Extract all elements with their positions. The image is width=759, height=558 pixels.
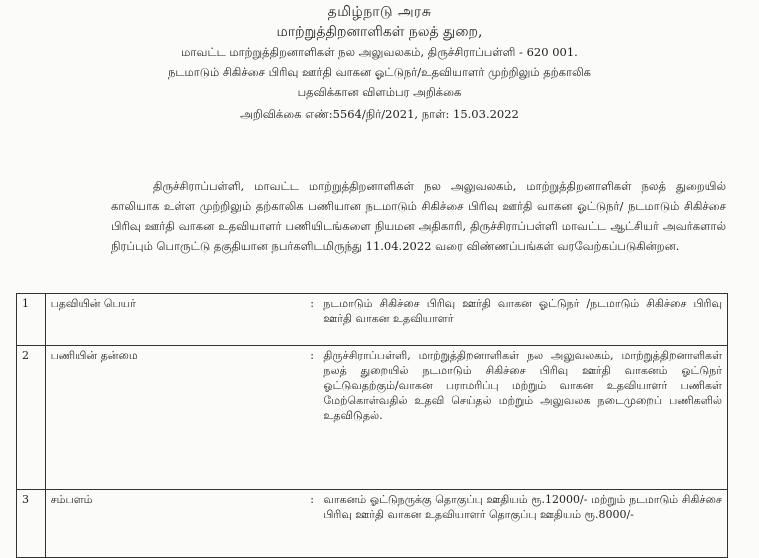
row-label: பணியின் தன்மை [45, 346, 305, 490]
details-table [16, 293, 728, 558]
notice-paragraph: திருச்சிராப்பள்ளி, மாவட்ட மாற்றுத்திறனாளிகள் நல அலுவலகம், மாற்றுத்திறனாளிகள் நலத் துறையில் காலியாக உள்ள முற்றிலும் தற்காலிக பணியான நடமாடும் சிகிச்சை பிரிவு ஊர்தி வாகன ஓட்டுநர்/ நடமாடும் சிகிச்சை பிரிவு ஊர்தி வாகன உதவியாளர் பணியிடங்களை நியமன அதிகாரி, திருச்சிராப்பள்ளி மாவட்ட ஆட்சியர் அவர்களால் நிரப்பும் பொருட்டு தகுதியான நபர்களிடமிருந்து 11.04.2022 வரை விண்ணப்பங்கள் வரவேற்கப்படுகின்றன. [111, 179, 726, 253]
header-post-title: நடமாடும் சிகிச்சை பிரிவு ஊர்தி வாகன ஓட்டுநர்/உதவியாளர் முற்றிலும் தற்காலிக [167, 65, 592, 79]
table-row [17, 346, 728, 490]
row-colon: : [305, 346, 318, 490]
row-label: சம்பளம் [45, 490, 305, 558]
row-colon: : [305, 294, 318, 346]
table-row [17, 294, 728, 346]
header-office-address: மாவட்ட மாற்றுத்திறனாளிகள் நல அலுவலகம், திருச்சிராப்பள்ளி - 620 001. [181, 45, 578, 59]
row-number: 2 [17, 346, 46, 490]
table-row [17, 490, 728, 558]
row-number: 3 [17, 490, 46, 558]
row-value: நடமாடும் சிகிச்சை பிரிவு ஊர்தி வாகன ஓட்டுநர் /நடமாடும் சிகிச்சை பிரிவு ஊர்தி வாகன உதவியாளர் [318, 294, 727, 346]
row-number: 1 [17, 294, 46, 346]
row-value: வாகனம் ஓட்டுநருக்கு தொகுப்பு ஊதியம் ரூ.12000/- மற்றும் நடமாடும் சிகிச்சை பிரிவு ஊர்தி வாகன உதவியாளர் தொகுப்பு ஊதியம் ரூ.8000/- [318, 490, 727, 558]
header-government: தமிழ்நாடு அரசு [327, 4, 432, 20]
header-notice-number-date: அறிவிக்கை எண்:5564/நிர்/2021, நாள்: 15.03.2022 [240, 107, 519, 121]
row-value: திருச்சிராப்பள்ளி, மாற்றுத்திறனாளிகள் நல அலுவலகம், மாற்றுத்திறனாளிகள் நலத் துறையில் நடமாடும் சிகிச்சை பிரிவு ஊர்தி வாகனம் ஓட்டுநர் ஓட்டுவதற்கும்/வாகன பராமரிப்பு மற்றும் வாகன உதவியாளர் பணிகள் மேற்கொள்வதில் உதவி செய்தல் மற்றும் அலுவலக நடைமுறைப் பணிகளில் உதவிடுதல். [318, 346, 727, 490]
row-label: பதவியின் பெயர் [45, 294, 305, 346]
header-department: மாற்றுத்திறனாளிகள் நலத் துறை, [276, 24, 483, 40]
document-header [0, 2, 759, 124]
row-colon: : [305, 490, 318, 558]
header-notice-title: பதவிக்கான விளம்பர அறிக்கை [297, 85, 462, 99]
